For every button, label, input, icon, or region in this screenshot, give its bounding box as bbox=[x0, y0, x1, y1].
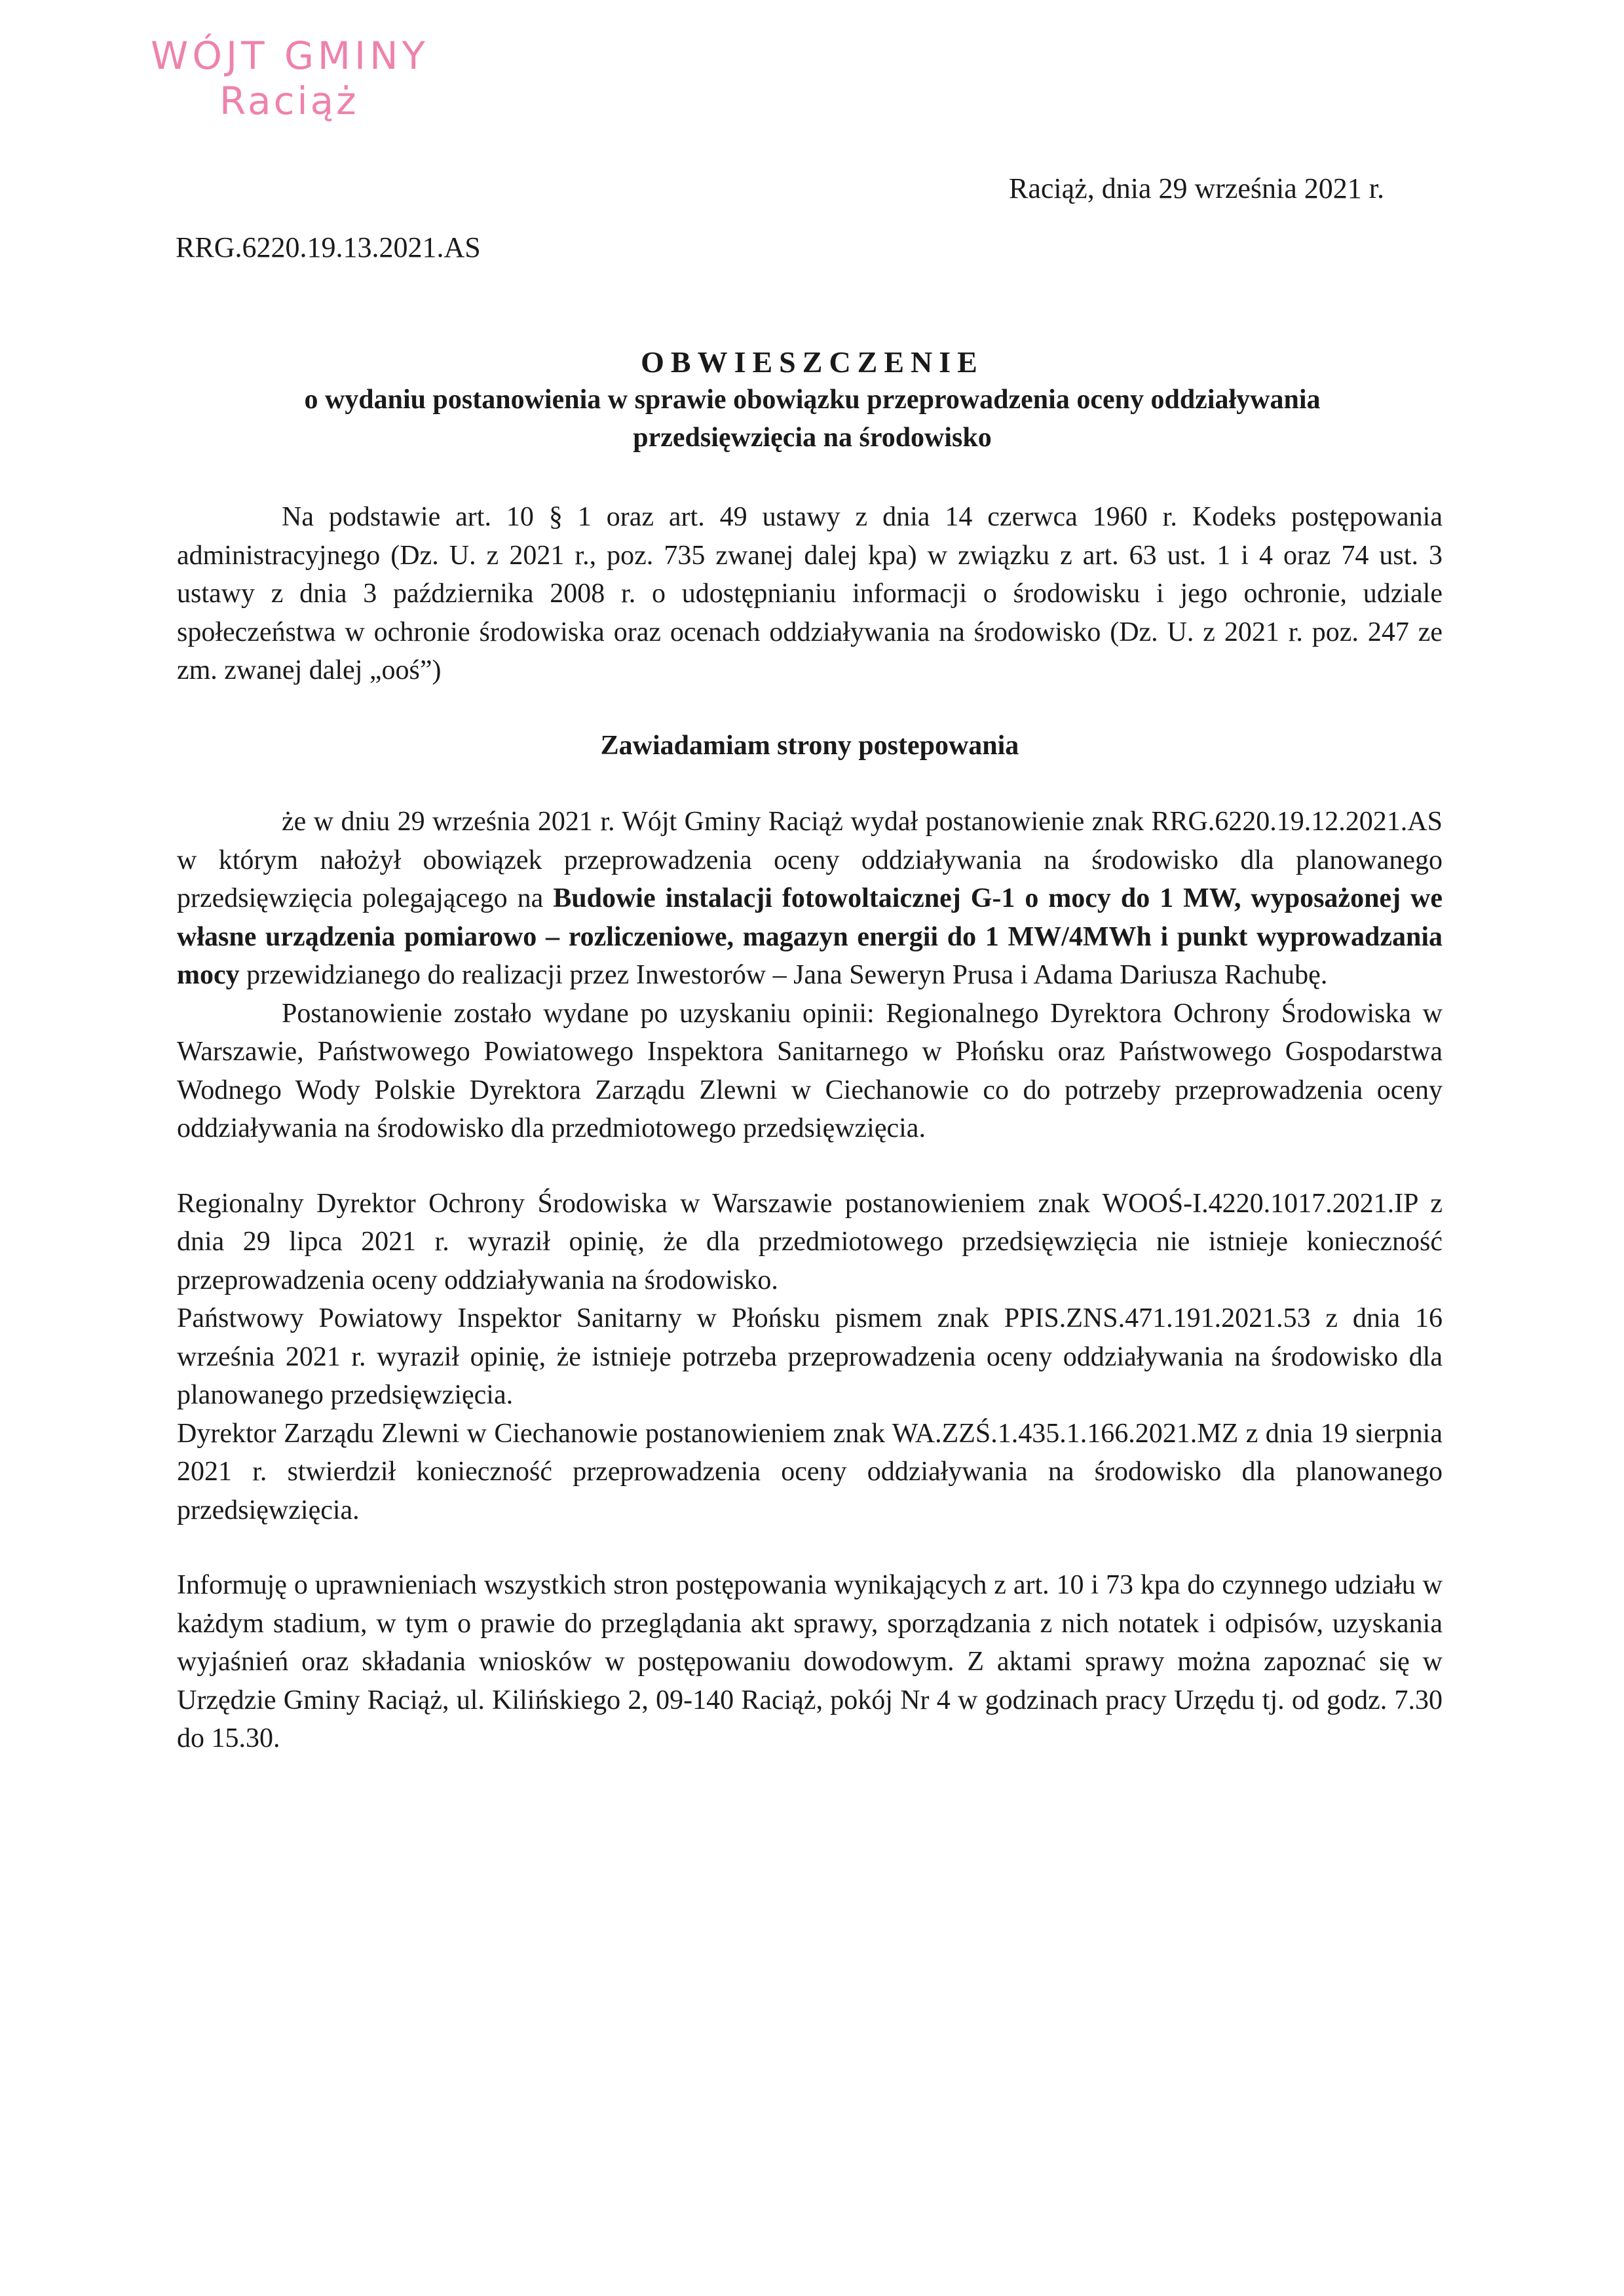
place-date: Raciąż, dnia 29 września 2021 r. bbox=[1009, 172, 1385, 204]
opinion-ppis: Państwowy Powiatowy Inspektor Sanitarny w Płońsku pismem znak PPIS.ZNS.471.191.2021.53 z dnia 16 września 2021 r. wyraził opinię, że istnieje potrzeba przeprowadzenia oceny oddziaływania na środowisko dla planowanego przedsięwzięcia. bbox=[177, 1303, 1443, 1410]
stamp-line-title: WÓJT GMINY bbox=[151, 33, 429, 78]
opinion-rdos: Regionalny Dyrektor Ochrony Środowiska w Warszawie postanowieniem znak WOOŚ-I.4220.1017.2021.IP z dnia 29 lipca 2021 r. wyraził opinię, że dla przedmiotowego przedsięwzięcia nie istnieje konieczność przeprowadzenia oceny oddziaływania na środowisko. bbox=[177, 1188, 1443, 1295]
decision-intro: że w dniu 29 września 2021 r. Wójt Gminy Raciąż wydał postanowienie znak RRG.6220.19.12.2021.AS w którym nałożył obowiązek przeprowadzenia oceny oddziaływania na środowisko dla planowanego przedsięwzięcia polegającego na bbox=[177, 807, 1443, 913]
document-body bbox=[177, 498, 1443, 1758]
document-subtitle-line-2: przedsięwzięcia na środowisko bbox=[633, 423, 992, 453]
notice-heading: Zawiadamiam strony postepowania bbox=[600, 730, 1019, 761]
decision-paragraph bbox=[177, 803, 1443, 995]
rights-info-paragraph: Informuję o uprawnieniach wszystkich stron postępowania wynikających z art. 10 i 73 kpa do czynnego udziału w każdym stadium, w tym o prawie do przeglądania akt sprawy, sporządzania z nich notatek i odpisów, uzyskania wyjaśnień oraz składania wniosków w postępowaniu dowodowym. Z aktami sprawy można zapoznać się w Urzędzie Gminy Raciąż, ul. Kilińskiego 2, 09-140 Raciąż, pokój Nr 4 w godzinach pracy Urzędu tj. od godz. 7.30 do 15.30. bbox=[177, 1570, 1443, 1753]
document-subtitle-line-1: o wydaniu postanowienia w sprawie obowiązku przeprowadzenia oceny oddziaływania bbox=[304, 385, 1321, 415]
opinions-intro-paragraph: Postanowienie zostało wydane po uzyskaniu opinii: Regionalnego Dyrektora Ochrony Środowiska w Warszawie, Państwowego Powiatowego Inspektora Sanitarnego w Płońsku oraz Państwowego Gospodarstwa Wodnego Wody Polskie Dyrektora Zarządu Zlewni w Ciechanowie co do potrzeby przeprowadzenia oceny oddziaływania na środowisko dla przedmiotowego przedsięwzięcia. bbox=[177, 998, 1443, 1143]
legal-basis-paragraph: Na podstawie art. 10 § 1 oraz art. 49 ustawy z dnia 14 czerwca 1960 r. Kodeks postępowania administracyjnego (Dz. U. z 2021 r., poz. 735 zwanej dalej kpa) w związku z art. 63 ust. 1 i 4 oraz 74 ust. 3 ustawy z dnia 3 października 2008 r. o udostępnianiu informacji o środowisku i jego ochronie, udziale społeczeństwa w ochronie środowiska oraz ocenach oddziaływania na środowisko (Dz. U. z 2021 r. poz. 247 ze zm. zwanej dalej „ooś”) bbox=[177, 502, 1443, 685]
document-title: OBWIESZCZENIE bbox=[641, 345, 984, 379]
project-description: Budowie instalacji fotowoltaicznej G-1 o mocy do 1 MW, wyposażonej we własne urządzenia pomiarowo – rozliczeniowe, magazyn energii do 1 MW/4MWh i punkt wyprowadzania mocy bbox=[177, 883, 1443, 990]
reference-number: RRG.6220.19.13.2021.AS bbox=[176, 231, 481, 263]
opinion-zzs: Dyrektor Zarządu Zlewni w Ciechanowie postanowieniem znak WA.ZZŚ.1.435.1.166.2021.MZ z dnia 19 sierpnia 2021 r. stwierdził konieczność przeprowadzenia oceny oddziaływania na środowisko dla planowanego przedsięwzięcia. bbox=[177, 1418, 1443, 1525]
decision-outro: przewidzianego do realizacji przez Inwestorów – Jana Seweryn Prusa i Adama Dariusza Rachubę. bbox=[239, 960, 1328, 990]
official-stamp bbox=[151, 33, 429, 123]
stamp-line-place: Raciąż bbox=[219, 78, 359, 123]
document-title-block bbox=[177, 344, 1448, 457]
